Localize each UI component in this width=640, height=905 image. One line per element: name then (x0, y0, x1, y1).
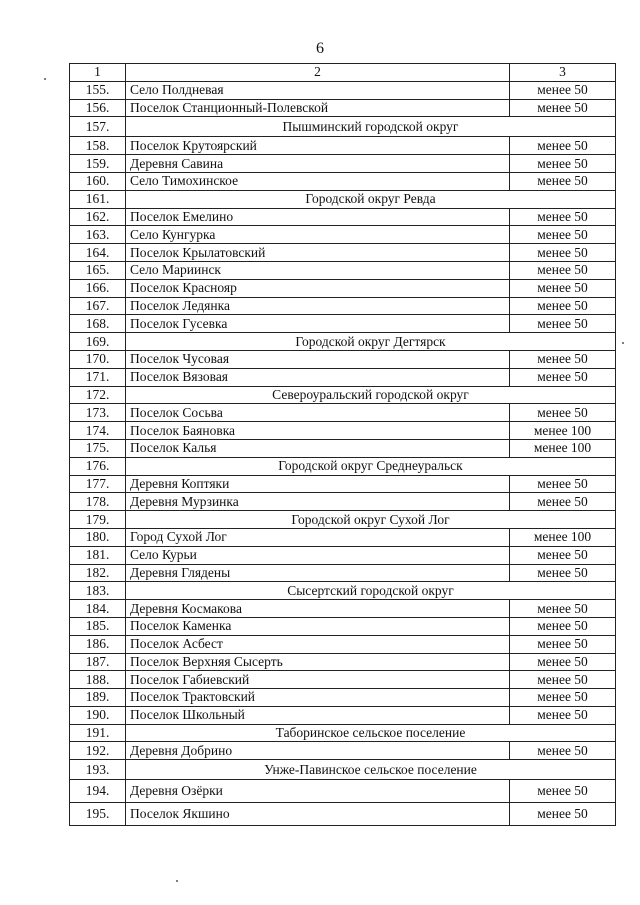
municipality-heading: Таборинское сельское поселение (126, 724, 616, 742)
population-value: менее 50 (510, 279, 616, 297)
table-row (70, 208, 616, 226)
row-number: 156. (70, 99, 126, 117)
municipality-heading: Сысертский городской округ (126, 582, 616, 600)
settlement-name: Поселок Трактовский (126, 689, 510, 707)
row-number: 183. (70, 582, 126, 600)
settlement-name: Поселок Станционный-Полевской (126, 99, 510, 117)
row-number: 158. (70, 137, 126, 155)
settlement-name: Село Мариинск (126, 261, 510, 279)
settlement-name: Деревня Коптяки (126, 475, 510, 493)
population-value: менее 50 (510, 368, 616, 386)
settlement-name: Город Сухой Лог (126, 528, 510, 546)
table-row (70, 528, 616, 546)
population-value: менее 50 (510, 617, 616, 635)
settlement-name: Поселок Крутоярский (126, 137, 510, 155)
row-number: 195. (70, 803, 126, 826)
table-row (70, 600, 616, 618)
settlement-name: Поселок Крылатовский (126, 244, 510, 262)
row-number: 171. (70, 368, 126, 386)
row-number: 163. (70, 226, 126, 244)
population-value: менее 50 (510, 475, 616, 493)
row-number: 191. (70, 724, 126, 742)
settlement-name: Деревня Савина (126, 155, 510, 173)
row-number: 174. (70, 422, 126, 440)
table-row (70, 99, 616, 117)
row-number: 157. (70, 117, 126, 137)
group-row (70, 760, 616, 780)
table-row (70, 172, 616, 190)
municipality-heading: Городской округ Сухой Лог (126, 511, 616, 529)
table-row (70, 350, 616, 368)
settlement-name: Поселок Якшино (126, 803, 510, 826)
table-row (70, 803, 616, 826)
population-value: менее 50 (510, 493, 616, 511)
settlement-name: Поселок Краснояр (126, 279, 510, 297)
table-row (70, 780, 616, 803)
row-number: 182. (70, 564, 126, 582)
row-number: 194. (70, 780, 126, 803)
table-row (70, 617, 616, 635)
row-number: 185. (70, 617, 126, 635)
scan-speck (622, 342, 624, 344)
header-col-number: 1 (70, 64, 126, 82)
settlement-name: Поселок Сосьва (126, 404, 510, 422)
population-value: менее 50 (510, 315, 616, 333)
population-value: менее 50 (510, 297, 616, 315)
group-row (70, 457, 616, 475)
settlement-name: Поселок Калья (126, 439, 510, 457)
settlement-name: Деревня Озёрки (126, 780, 510, 803)
population-value: менее 50 (510, 635, 616, 653)
row-number: 178. (70, 493, 126, 511)
population-value: менее 50 (510, 404, 616, 422)
row-number: 184. (70, 600, 126, 618)
population-value: менее 50 (510, 803, 616, 826)
table-row (70, 81, 616, 99)
row-number: 181. (70, 546, 126, 564)
row-number: 172. (70, 386, 126, 404)
population-value: менее 50 (510, 564, 616, 582)
table-row (70, 226, 616, 244)
row-number: 167. (70, 297, 126, 315)
header-col-name: 2 (126, 64, 510, 82)
settlement-name: Поселок Гусевка (126, 315, 510, 333)
settlement-name: Село Тимохинское (126, 172, 510, 190)
population-value: менее 50 (510, 155, 616, 173)
row-number: 170. (70, 350, 126, 368)
row-number: 159. (70, 155, 126, 173)
table-row (70, 653, 616, 671)
row-number: 175. (70, 439, 126, 457)
table-row (70, 546, 616, 564)
settlement-name: Поселок Школьный (126, 706, 510, 724)
row-number: 168. (70, 315, 126, 333)
population-value: менее 50 (510, 244, 616, 262)
table-row (70, 244, 616, 262)
table-row (70, 137, 616, 155)
row-number: 162. (70, 208, 126, 226)
settlement-name: Деревня Космакова (126, 600, 510, 618)
table-header-row (70, 64, 616, 82)
table-row (70, 493, 616, 511)
row-number: 188. (70, 671, 126, 689)
municipality-heading: Унже-Павинское сельское поселение (126, 760, 616, 780)
municipality-heading: Городской округ Дегтярск (126, 333, 616, 351)
group-row (70, 511, 616, 529)
group-row (70, 333, 616, 351)
table-row (70, 261, 616, 279)
population-value: менее 50 (510, 742, 616, 760)
settlement-name: Поселок Чусовая (126, 350, 510, 368)
settlement-name: Село Полдневая (126, 81, 510, 99)
row-number: 179. (70, 511, 126, 529)
row-number: 180. (70, 528, 126, 546)
table-row (70, 297, 616, 315)
municipality-heading: Городской округ Среднеуральск (126, 457, 616, 475)
row-number: 190. (70, 706, 126, 724)
settlement-name: Деревня Мурзинка (126, 493, 510, 511)
municipality-heading: Пышминский городской округ (126, 117, 616, 137)
population-value: менее 50 (510, 81, 616, 99)
row-number: 160. (70, 172, 126, 190)
municipality-heading: Городской округ Ревда (126, 190, 616, 208)
group-row (70, 386, 616, 404)
population-value: менее 50 (510, 706, 616, 724)
row-number: 189. (70, 689, 126, 707)
population-value: менее 100 (510, 439, 616, 457)
row-number: 173. (70, 404, 126, 422)
population-value: менее 50 (510, 99, 616, 117)
scan-speck (44, 78, 46, 80)
row-number: 187. (70, 653, 126, 671)
row-number: 177. (70, 475, 126, 493)
settlement-name: Село Курьи (126, 546, 510, 564)
row-number: 166. (70, 279, 126, 297)
population-value: менее 50 (510, 172, 616, 190)
population-value: менее 50 (510, 137, 616, 155)
population-value: менее 50 (510, 671, 616, 689)
header-col-value: 3 (510, 64, 616, 82)
table-row (70, 279, 616, 297)
population-value: менее 50 (510, 653, 616, 671)
group-row (70, 190, 616, 208)
population-value: менее 100 (510, 422, 616, 440)
settlement-name: Поселок Ледянка (126, 297, 510, 315)
row-number: 193. (70, 760, 126, 780)
settlement-name: Поселок Вязовая (126, 368, 510, 386)
table-row (70, 689, 616, 707)
row-number: 165. (70, 261, 126, 279)
scan-speck (176, 880, 178, 882)
settlement-name: Поселок Баяновка (126, 422, 510, 440)
settlement-name: Поселок Каменка (126, 617, 510, 635)
settlement-name: Поселок Верхняя Сысерть (126, 653, 510, 671)
settlements-table (69, 63, 616, 826)
population-value: менее 100 (510, 528, 616, 546)
settlement-name: Село Кунгурка (126, 226, 510, 244)
population-value: менее 50 (510, 226, 616, 244)
table-row (70, 564, 616, 582)
table-row (70, 635, 616, 653)
table-row (70, 439, 616, 457)
table-row (70, 742, 616, 760)
group-row (70, 724, 616, 742)
settlement-name: Деревня Глядены (126, 564, 510, 582)
table-body (70, 81, 616, 825)
row-number: 164. (70, 244, 126, 262)
municipality-heading: Североуральский городской округ (126, 386, 616, 404)
population-value: менее 50 (510, 208, 616, 226)
population-value: менее 50 (510, 350, 616, 368)
table-row (70, 368, 616, 386)
page-number: 6 (316, 40, 324, 57)
population-value: менее 50 (510, 546, 616, 564)
table-row (70, 475, 616, 493)
population-value: менее 50 (510, 261, 616, 279)
population-value: менее 50 (510, 689, 616, 707)
row-number: 161. (70, 190, 126, 208)
table-row (70, 706, 616, 724)
group-row (70, 117, 616, 137)
row-number: 192. (70, 742, 126, 760)
row-number: 169. (70, 333, 126, 351)
table-row (70, 315, 616, 333)
population-value: менее 50 (510, 600, 616, 618)
settlement-name: Поселок Емелино (126, 208, 510, 226)
table-row (70, 671, 616, 689)
table-row (70, 422, 616, 440)
row-number: 155. (70, 81, 126, 99)
row-number: 186. (70, 635, 126, 653)
table-row (70, 404, 616, 422)
settlement-name: Деревня Добрино (126, 742, 510, 760)
row-number: 176. (70, 457, 126, 475)
table-row (70, 155, 616, 173)
settlement-name: Поселок Асбест (126, 635, 510, 653)
population-value: менее 50 (510, 780, 616, 803)
settlement-name: Поселок Габиевский (126, 671, 510, 689)
group-row (70, 582, 616, 600)
